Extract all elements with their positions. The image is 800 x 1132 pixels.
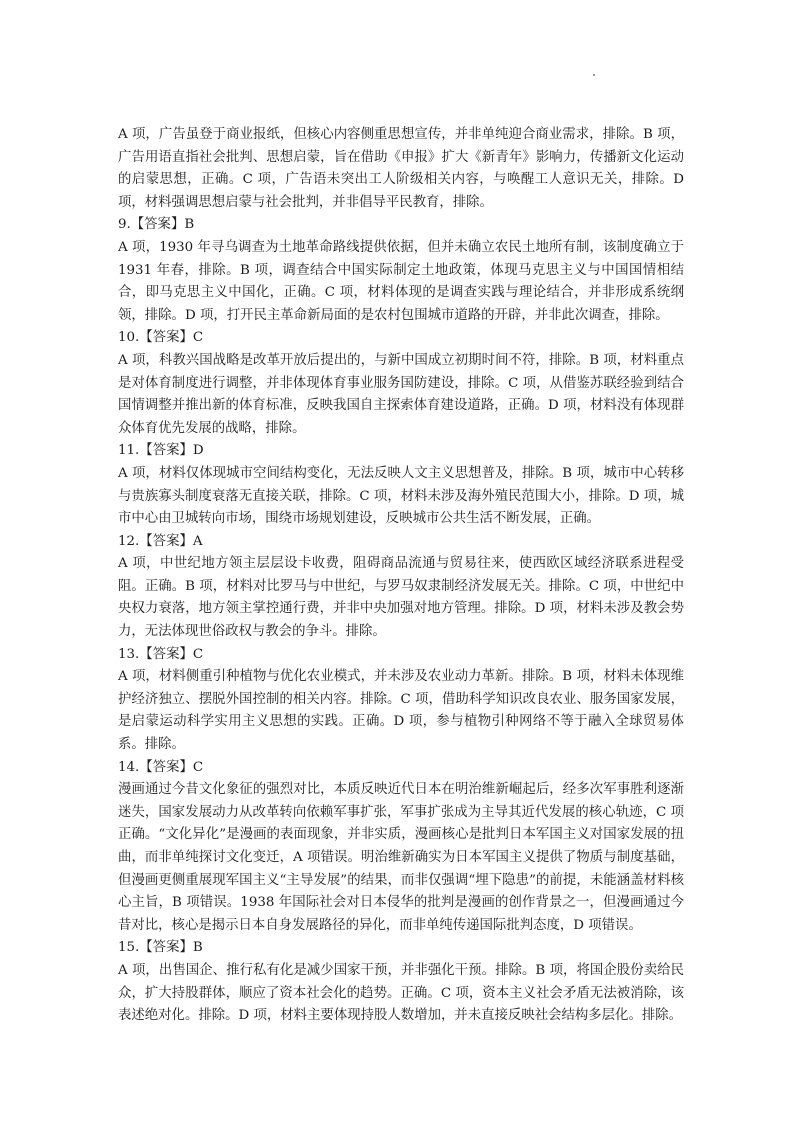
paragraph-q15-analysis: A 项，出售国企、推行私有化是减少国家干预，并非强化干预。排除。B 项，将国企股份卖给民众，扩大持股群体，顺应了资本社会化的趋势。正确。C 项，资本主义社会矛盾无法被消除，该表述绝对化。排除。D 项，材料主要体现持股人数增加，并未直接反映社会结构多层化。排除。 bbox=[118, 962, 684, 1024]
paragraph-q13-analysis: A 项，材料侧重引种植物与优化农业模式，并未涉及农业动力革新。排除。B 项，材料未体现维护经济独立、摆脱外国控制的相关内容。排除。C 项，借助科学知识改良农业、服务国家发展，是启蒙运动科学实用主义思想的实践。正确。D 项，参与植物引种网络不等于融入全球贸易体系。排除。 bbox=[118, 669, 684, 753]
answer-heading-q14: 14.【答案】C bbox=[118, 759, 204, 775]
answer-heading-q13: 13.【答案】C bbox=[118, 646, 204, 662]
answer-heading-q9: 9.【答案】B bbox=[118, 217, 195, 233]
paragraph-q12-analysis: A 项，中世纪地方领主层层设卡收费，阻碍商品流通与贸易往来，使西欧区域经济联系进程受阻。正确。B 项，材料对比罗马与中世纪，与罗马奴隶制经济发展无关。排除。C 项，中世纪中央权力衰落，地方领主掌控通行费，并非中央加强对地方管理。排除。D 项，材料未涉及教会势力，无法体现世俗政权与教会的争斗。排除。 bbox=[118, 556, 684, 640]
paragraph-q14-analysis: 漫画通过今昔文化象征的强烈对比，本质反映近代日本在明治维新崛起后，经多次军事胜利逐渐迷失，国家发展动力从改革转向依赖军事扩张，军事扩张成为主导其近代发展的核心轨迹，C 项正确。“文化异化”是漫画的表面现象，并非实质，漫画核心是批判日本军国主义对国家发展的扭曲，而非单纯探讨文化变迁，A 项错误。明治维新确实为日本军国主义提供了物质与制度基础，但漫画更侧重展现军国主义“主导发展”的结果，而非仅强调“埋下隐患”的前提，未能涵盖材料核心主旨，B 项错误。1938 年国际社会对日本侵华的批判是漫画的创作背景之一，但漫画通过今昔对比，核心是揭示日本自身发展路径的异化，而非单纯传递国际批判态度，D 项错误。 bbox=[118, 782, 684, 933]
answer-heading-q12: 12.【答案】A bbox=[118, 533, 203, 549]
paragraph-q9-analysis: A 项，1930 年寻乌调查为土地革命路线提供依据，但并未确立农民土地所有制，该制度确立于 1931 年春，排除。B 项，调查结合中国实际制定土地政策，体现马克思主义与中国国情相结合，即马克思主义中国化，正确。C 项，材料体现的是调查实践与理论结合，并非形成系统纲领，排除。D 项，打开民主革命新局面的是农村包围城市道路的开辟，并非此次调查，排除。 bbox=[118, 239, 684, 323]
scan-speck bbox=[593, 74, 595, 76]
paragraph-q10-analysis: A 项，科教兴国战略是改革开放后提出的，与新中国成立初期时间不符，排除。B 项，材料重点是对体育制度进行调整，并非体现体育事业服务国防建设，排除。C 项，从借鉴苏联经验到结合国情调整并推出新的体育标准，反映我国自主探索体育建设道路，正确。D 项，材料没有体现群众体育优先发展的战略，排除。 bbox=[118, 352, 684, 436]
answer-heading-q10: 10.【答案】C bbox=[118, 330, 204, 346]
document-body bbox=[118, 124, 684, 1028]
paragraph-q11-analysis: A 项，材料仅体现城市空间结构变化，无法反映人文主义思想普及，排除。B 项，城市中心转移与贵族寡头制度衰落无直接关联，排除。C 项，材料未涉及海外殖民范围大小，排除。D 项，城市中心由卫城转向市场，围绕市场规划建设，反映城市公共生活不断发展，正确。 bbox=[118, 465, 684, 527]
answer-heading-q15: 15.【答案】B bbox=[118, 940, 203, 956]
paragraph-q8-analysis: A 项，广告虽登于商业报纸，但核心内容侧重思想宣传，并非单纯迎合商业需求，排除。B 项，广告用语直指社会批判、思想启蒙，旨在借助《申报》扩大《新青年》影响力，传播新文化运动的启蒙思想，正确。C 项，广告语未突出工人阶级相关内容，与唤醒工人意识无关，排除。D 项，材料强调思想启蒙与社会批判，并非倡导平民教育，排除。 bbox=[118, 127, 684, 210]
answer-heading-q11: 11.【答案】D bbox=[118, 443, 204, 459]
